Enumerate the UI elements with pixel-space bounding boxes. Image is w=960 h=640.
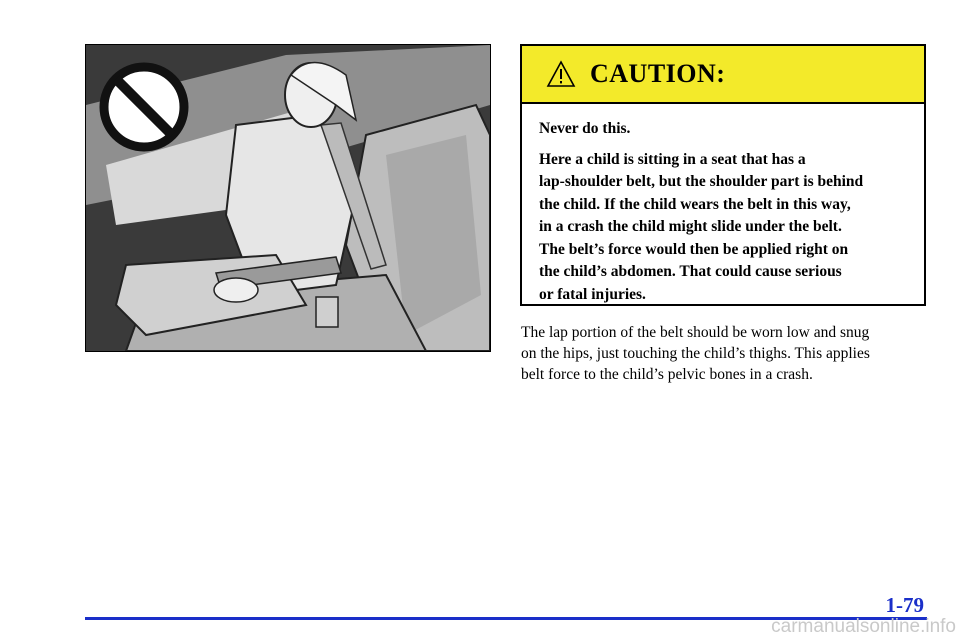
seatbelt-illustration — [85, 44, 491, 352]
caution-line: or fatal injuries. — [539, 285, 646, 303]
body-paragraph — [521, 322, 941, 385]
body-line: belt force to the child’s pelvic bones in a crash. — [521, 366, 813, 383]
caution-line: lap-shoulder belt, but the shoulder part is behind — [539, 173, 864, 190]
caution-line: Here a child is sitting in a seat that has a — [539, 150, 806, 168]
caution-line: the child. If the child wears the belt in this way, — [539, 195, 851, 213]
caution-title: CAUTION: — [590, 59, 726, 88]
prohibition-icon — [104, 67, 184, 147]
child-seatbelt-drawing — [86, 45, 490, 351]
watermark: carmanualsonline.info — [771, 616, 956, 637]
warning-triangle-icon — [546, 60, 576, 88]
caution-header — [522, 46, 924, 104]
page-number: 1-79 — [885, 593, 924, 617]
caution-box — [520, 44, 926, 306]
caution-text — [522, 104, 924, 306]
caution-line: in a crash the child might slide under the belt. — [539, 218, 842, 235]
body-line: The lap portion of the belt should be worn low and snug — [521, 324, 870, 341]
body-line: on the hips, just touching the child’s thighs. This applies — [521, 345, 870, 362]
caution-line: The belt’s force would then be applied right on — [539, 240, 849, 258]
caution-lead: Never do this. — [539, 120, 631, 137]
caution-line: the child’s abdomen. That could cause serious — [539, 263, 842, 280]
